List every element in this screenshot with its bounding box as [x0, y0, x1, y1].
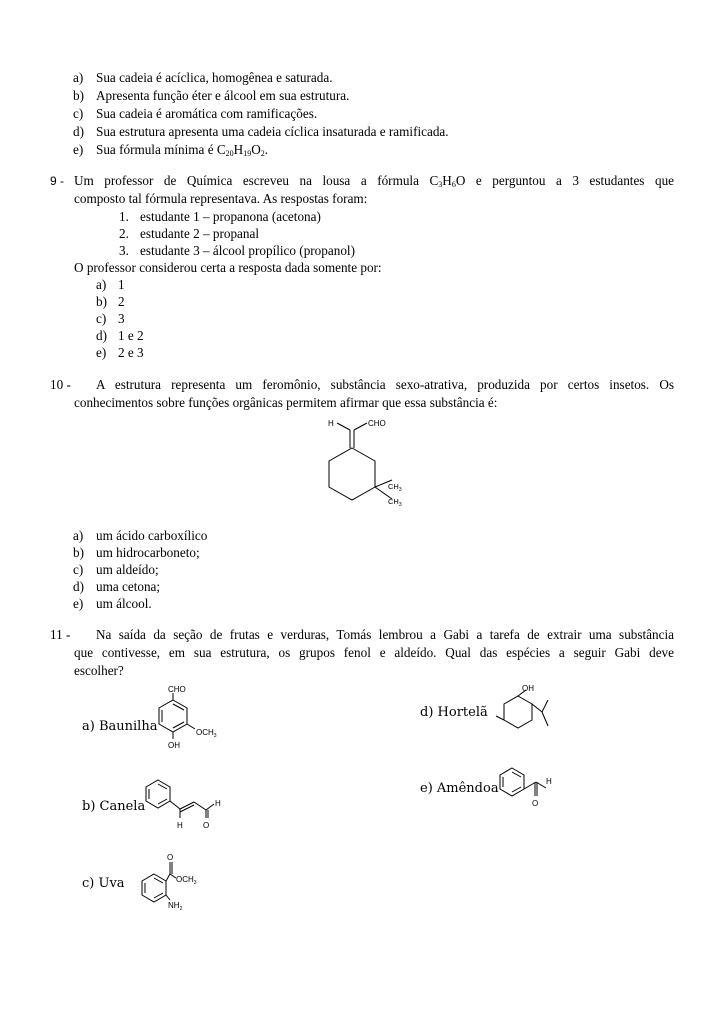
option-text: Sua estrutura apresenta uma cadeia cíclica insaturada e ramificada. — [96, 124, 449, 139]
option-text: 1 e 2 — [118, 328, 144, 343]
choice-label-canela: b) Canela — [82, 799, 146, 814]
option-text: Sua fórmula mínima é $C_{20}H_{19}O_2$. — [96, 142, 269, 158]
option-letter: a) — [73, 528, 84, 543]
question-text-line: Na saída da seção de frutas e verduras, Tomás lembrou a Gabi a tarefa de extrair uma substância — [96, 627, 674, 642]
h-label: H — [328, 419, 334, 428]
student-answer: estudante 1 – propanona (acetona) — [140, 209, 321, 224]
option-letter: b) — [96, 294, 107, 309]
student-answer: estudante 2 – propanal — [140, 226, 260, 241]
option-text: um aldeído; — [96, 562, 159, 577]
student-number: 1. — [119, 209, 129, 224]
methoxy-label: $OCH_3$ — [196, 728, 217, 739]
option-text: Apresenta função éter e álcool em sua estrutura. — [96, 88, 350, 103]
option-text: Sua cadeia é aromática com ramificações. — [96, 106, 318, 121]
option-letter: d) — [73, 124, 84, 139]
benzaldehyde-structure — [494, 760, 564, 816]
methyl-label: $CH_3$ — [388, 497, 402, 508]
question-number: 10 - — [50, 377, 71, 392]
student-answer: estudante 3 – álcool propílico (propanol) — [140, 243, 355, 258]
option-letter: c) — [73, 562, 84, 577]
question-text-line: O professor considerou certa a resposta dada somente por: — [74, 260, 382, 275]
choice-label-uva: c) Uva — [82, 876, 125, 891]
option-text: um hidrocarboneto; — [96, 545, 200, 560]
h-label: H — [546, 777, 552, 786]
option-letter: a) — [73, 70, 84, 85]
o-label: O — [532, 799, 539, 808]
option-letter: d) — [96, 328, 107, 343]
option-letter: b) — [73, 545, 84, 560]
menthol-structure — [492, 682, 560, 740]
student-number: 2. — [119, 226, 129, 241]
cinnamaldehyde-structure — [142, 772, 226, 834]
choice-label-hortela: d) Hortelã — [420, 705, 488, 720]
option-letter: e) — [73, 596, 84, 611]
option-text: um ácido carboxílico — [96, 528, 208, 543]
option-letter: d) — [73, 579, 84, 594]
vanillin-structure — [148, 682, 222, 752]
option-text: 2 — [118, 294, 125, 309]
cho-label: CHO — [168, 685, 186, 694]
oh-label: OH — [522, 684, 534, 693]
o-label: O — [203, 821, 210, 830]
option-letter: a) — [96, 277, 107, 292]
question-number: 9 - — [50, 174, 65, 188]
option-text: 3 — [118, 311, 125, 326]
o-label: O — [167, 853, 174, 862]
question-text-line: A estrutura representa um feromônio, substância sexo-atrativa, produzida por certos insetos. Os — [96, 377, 674, 392]
choice-label-baunilha: a) Baunilha — [82, 719, 158, 734]
methyl-anthranilate-structure — [140, 852, 220, 912]
methoxy-label: $OCH_3$ — [176, 875, 197, 886]
methyl-label: $CH_3$ — [388, 482, 402, 493]
amino-label: $NH_2$ — [168, 901, 183, 912]
option-text: um álcool. — [96, 596, 152, 611]
question-text-line: composto tal fórmula representava. As respostas foram: — [74, 191, 368, 206]
option-text: 2 e 3 — [118, 345, 144, 360]
cho-label: CHO — [368, 419, 386, 428]
option-letter: b) — [73, 88, 84, 103]
option-letter: e) — [73, 142, 84, 157]
question-text-line: escolher? — [74, 663, 124, 678]
student-number: 3. — [119, 243, 129, 258]
h-label: H — [177, 821, 183, 830]
pheromone-structure — [310, 410, 420, 520]
option-text: uma cetona; — [96, 579, 161, 594]
question-number: 11 - — [50, 627, 71, 642]
option-text: 1 — [118, 277, 125, 292]
h-label: H — [215, 799, 221, 808]
option-letter: c) — [73, 106, 84, 121]
question-text-line: Um professor de Química escreveu na lousa a fórmula $C_3H_6O$ e perguntou a 3 estudantes que — [74, 173, 675, 189]
question-text-line: conhecimentos sobre funções orgânicas permitem afirmar que essa substância é: — [74, 395, 498, 410]
option-letter: e) — [96, 345, 107, 360]
choice-label-amendoa: e) Amêndoa — [420, 781, 499, 796]
question-text-line: que contivesse, em sua estrutura, os grupos fenol e aldeído. Qual das espécies a seguir Gabi deve — [74, 645, 674, 660]
oh-label: OH — [168, 741, 180, 750]
option-letter: c) — [96, 311, 107, 326]
option-text: Sua cadeia é acíclica, homogênea e saturada. — [96, 70, 333, 85]
